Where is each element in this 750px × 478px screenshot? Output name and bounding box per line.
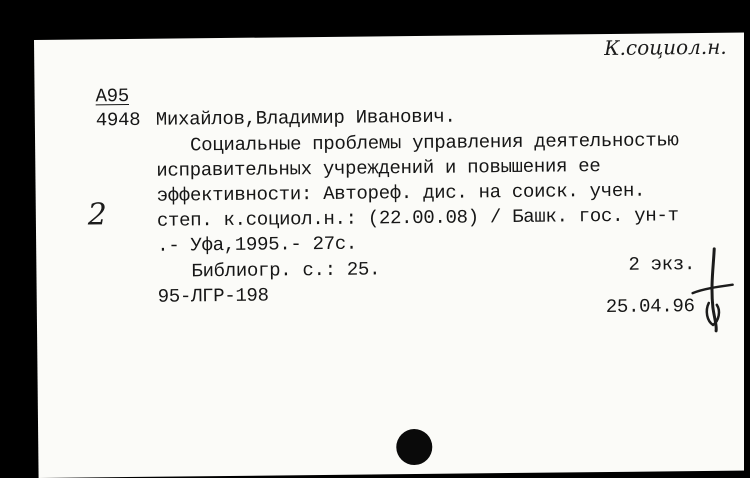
handwritten-signature bbox=[686, 245, 737, 336]
scan-edge bbox=[744, 0, 750, 478]
shelf-mark: А95 bbox=[95, 85, 130, 108]
author-name: Михайлов,Владимир Иванович. bbox=[155, 105, 456, 131]
punched-hole bbox=[396, 429, 432, 465]
title-line-4: степ. к.социол.н.: (22.00.08) / Башк. гос. ун-т bbox=[156, 204, 679, 232]
handwritten-subject-note: К.социол.н. bbox=[603, 34, 727, 61]
bibliography-note: Библиогр. с.: 25. bbox=[191, 258, 381, 283]
registration-code: 95-ЛГР-198 bbox=[157, 284, 269, 308]
copies-count: 2 экз. bbox=[628, 253, 696, 276]
accession-number: 4948 bbox=[95, 108, 141, 132]
title-line-2: исправительных учреждений и повышения ее bbox=[156, 155, 601, 182]
handwritten-margin-number: 2 bbox=[87, 197, 108, 233]
title-line-3: эффективности: Автореф. дис. на соиск. учен. bbox=[156, 179, 646, 207]
title-line-5: .- Уфа,1995.- 27с. bbox=[157, 232, 358, 257]
date-stamp: 25.04.96 bbox=[605, 295, 695, 319]
catalog-card bbox=[34, 33, 750, 478]
title-line-1: Социальные проблемы управления деятельностью bbox=[189, 129, 679, 157]
